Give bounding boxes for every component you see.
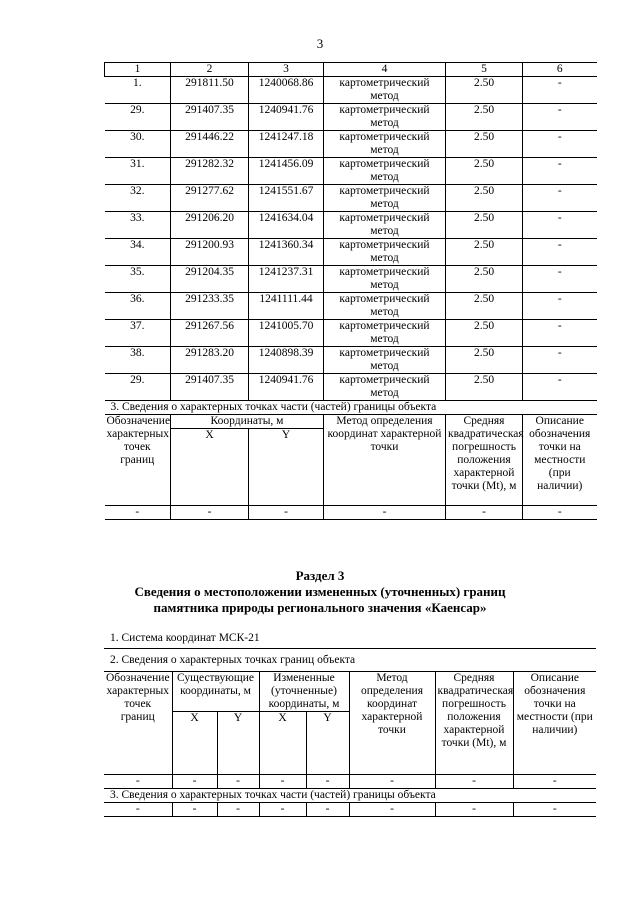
x-coordinate: 291811.50: [171, 77, 249, 104]
cell: -: [105, 506, 171, 520]
method-line: картометрический: [339, 347, 430, 359]
method-line: метод: [370, 171, 399, 183]
col-number: 1: [105, 63, 171, 77]
section3-label: 3. Сведения о характерных точках части (частей) границы объекта: [105, 401, 597, 415]
description: -: [523, 266, 597, 293]
col-number: 3: [249, 63, 324, 77]
cell: -: [259, 775, 306, 789]
coordinate-row: [105, 266, 597, 293]
coordinate-row: [105, 347, 597, 374]
cell: -: [217, 803, 259, 817]
x-coordinate: 291204.35: [171, 266, 249, 293]
accuracy: 2.50: [446, 347, 523, 374]
y-coordinate: 1241247.18: [249, 131, 324, 158]
col-number: 4: [324, 63, 446, 77]
empty-row: [105, 506, 597, 520]
description: -: [523, 158, 597, 185]
section-subtitle: памятника природы регионального значения «Каенсар»: [153, 600, 487, 615]
method-line: метод: [370, 90, 399, 102]
y-coordinate: 1240941.76: [249, 104, 324, 131]
x-coordinate: 291446.22: [171, 131, 249, 158]
crs-row: [104, 628, 596, 649]
y-coordinate: 1240941.76: [249, 374, 324, 401]
method-line: картометрический: [339, 185, 430, 197]
point-number: 36.: [105, 293, 171, 320]
col-number: 2: [171, 63, 249, 77]
header-row: [104, 672, 596, 712]
x-coordinate: 291282.32: [171, 158, 249, 185]
header-x: X: [259, 712, 306, 775]
header-y: Y: [249, 429, 324, 506]
point-number: 29.: [105, 104, 171, 131]
section2-label: 2. Сведения о характерных точках границ объекта: [104, 649, 596, 672]
method-line: картометрический: [339, 239, 430, 251]
x-coordinate: 291267.56: [171, 320, 249, 347]
header-coordinates: Координаты, м: [171, 415, 324, 429]
description: -: [523, 212, 597, 239]
cell: -: [306, 803, 349, 817]
method-line: метод: [370, 117, 399, 129]
method: [324, 158, 446, 185]
accuracy: 2.50: [446, 104, 523, 131]
description: -: [523, 239, 597, 266]
point-number: 31.: [105, 158, 171, 185]
accuracy: 2.50: [446, 212, 523, 239]
method-line: картометрический: [339, 293, 430, 305]
coordinate-row: [105, 104, 597, 131]
cell: -: [324, 506, 446, 520]
col-number: 6: [523, 63, 597, 77]
cell: -: [513, 803, 596, 817]
accuracy: 2.50: [446, 266, 523, 293]
cell: -: [446, 506, 523, 520]
x-coordinate: 291277.62: [171, 185, 249, 212]
section2-row: [104, 649, 596, 672]
point-number: 32.: [105, 185, 171, 212]
y-coordinate: 1241551.67: [249, 185, 324, 212]
header-existing: Существующие координаты, м: [172, 672, 259, 712]
header-y: Y: [306, 712, 349, 775]
header-x: X: [172, 712, 217, 775]
method-line: картометрический: [339, 158, 430, 170]
method: [324, 266, 446, 293]
method: [324, 239, 446, 266]
method-line: метод: [370, 252, 399, 264]
section-title: Раздел 3: [295, 568, 345, 583]
x-coordinate: 291206.20: [171, 212, 249, 239]
accuracy: 2.50: [446, 320, 523, 347]
method: [324, 374, 446, 401]
method: [324, 293, 446, 320]
accuracy: 2.50: [446, 77, 523, 104]
cell: -: [104, 803, 172, 817]
description: -: [523, 293, 597, 320]
x-coordinate: 291407.35: [171, 104, 249, 131]
method: [324, 347, 446, 374]
cell: -: [435, 775, 513, 789]
method-line: метод: [370, 144, 399, 156]
description: -: [523, 185, 597, 212]
description: -: [523, 77, 597, 104]
header-changed: Измененные (уточненные) координаты, м: [259, 672, 349, 712]
description: -: [523, 131, 597, 158]
method-line: картометрический: [339, 374, 430, 386]
cell: -: [217, 775, 259, 789]
cell: -: [249, 506, 324, 520]
page-number: 3: [316, 36, 324, 51]
method-line: картометрический: [339, 320, 430, 332]
cell: -: [104, 775, 172, 789]
method-line: метод: [370, 360, 399, 372]
point-number: 38.: [105, 347, 171, 374]
method-line: метод: [370, 333, 399, 345]
method-line: метод: [370, 306, 399, 318]
point-number: 34.: [105, 239, 171, 266]
cell: -: [523, 506, 597, 520]
x-coordinate: 291233.35: [171, 293, 249, 320]
column-number-row: [105, 63, 597, 77]
method-line: метод: [370, 225, 399, 237]
coordinate-system: 1. Система координат МСК-21: [104, 628, 596, 649]
x-coordinate: 291283.20: [171, 347, 249, 374]
header-accuracy: Средняя квадратическая погрешность положения характерной точки (Mt), м: [446, 415, 523, 506]
section3-row: [105, 401, 597, 415]
section3-row: [104, 789, 596, 803]
cell: -: [172, 803, 217, 817]
y-coordinate: 1241005.70: [249, 320, 324, 347]
description: -: [523, 104, 597, 131]
accuracy: 2.50: [446, 374, 523, 401]
accuracy: 2.50: [446, 185, 523, 212]
method: [324, 320, 446, 347]
method-line: метод: [370, 279, 399, 291]
y-coordinate: 1241237.31: [249, 266, 324, 293]
section-subtitle: Сведения о местоположении измененных (уточненных) границ: [134, 584, 506, 599]
method-line: картометрический: [339, 104, 430, 116]
accuracy: 2.50: [446, 131, 523, 158]
cell: -: [435, 803, 513, 817]
empty-row: [104, 775, 596, 789]
cell: -: [171, 506, 249, 520]
y-coordinate: 1241360.34: [249, 239, 324, 266]
header-y: Y: [217, 712, 259, 775]
accuracy: 2.50: [446, 293, 523, 320]
header-designation: Обозначение характерных точек границ: [104, 672, 172, 775]
method: [324, 185, 446, 212]
method: [324, 104, 446, 131]
y-coordinate: 1241634.04: [249, 212, 324, 239]
coordinate-row: [105, 77, 597, 104]
header-method: Метод определения координат характерной точки: [349, 672, 435, 775]
header-accuracy: Средняя квадратическая погрешность положения характерной точки (Mt), м: [435, 672, 513, 775]
coordinate-row: [105, 293, 597, 320]
method-line: картометрический: [339, 131, 430, 143]
method-line: картометрический: [339, 212, 430, 224]
method: [324, 212, 446, 239]
header-row: [105, 415, 597, 429]
point-number: 33.: [105, 212, 171, 239]
section3-label: 3. Сведения о характерных точках части (частей) границы объекта: [104, 789, 596, 803]
cell: -: [306, 775, 349, 789]
header-description: Описание обозначения точки на местности (при наличии): [513, 672, 596, 775]
header-x: X: [171, 429, 249, 506]
y-coordinate: 1241111.44: [249, 293, 324, 320]
header-method: Метод определения координат характерной точки: [324, 415, 446, 506]
col-number: 5: [446, 63, 523, 77]
coordinate-row: [105, 212, 597, 239]
method: [324, 77, 446, 104]
accuracy: 2.50: [446, 239, 523, 266]
x-coordinate: 291200.93: [171, 239, 249, 266]
coordinate-row: [105, 239, 597, 266]
x-coordinate: 291407.35: [171, 374, 249, 401]
point-number: 37.: [105, 320, 171, 347]
point-number: 30.: [105, 131, 171, 158]
empty-row: [104, 803, 596, 817]
cell: -: [349, 775, 435, 789]
coordinate-row: [105, 374, 597, 401]
accuracy: 2.50: [446, 158, 523, 185]
y-coordinate: 1240068.86: [249, 77, 324, 104]
point-number: 29.: [105, 374, 171, 401]
coordinate-row: [105, 131, 597, 158]
cell: -: [513, 775, 596, 789]
y-coordinate: 1240898.39: [249, 347, 324, 374]
point-number: 1.: [105, 77, 171, 104]
description: -: [523, 347, 597, 374]
header-designation: Обозначение характерных точек границ: [105, 415, 171, 506]
cell: -: [349, 803, 435, 817]
coordinates-table: [104, 62, 597, 520]
y-coordinate: 1241456.09: [249, 158, 324, 185]
description: -: [523, 374, 597, 401]
method: [324, 131, 446, 158]
method-line: картометрический: [339, 266, 430, 278]
header-description: Описание обозначения точки на местности (при наличии): [523, 415, 597, 506]
point-number: 35.: [105, 266, 171, 293]
method-line: картометрический: [339, 77, 430, 89]
description: -: [523, 320, 597, 347]
cell: -: [172, 775, 217, 789]
cell: -: [259, 803, 306, 817]
method-line: метод: [370, 198, 399, 210]
coordinate-row: [105, 320, 597, 347]
coordinate-row: [105, 158, 597, 185]
method-line: метод: [370, 387, 399, 399]
coordinate-row: [105, 185, 597, 212]
changed-boundaries-table: [104, 628, 596, 817]
